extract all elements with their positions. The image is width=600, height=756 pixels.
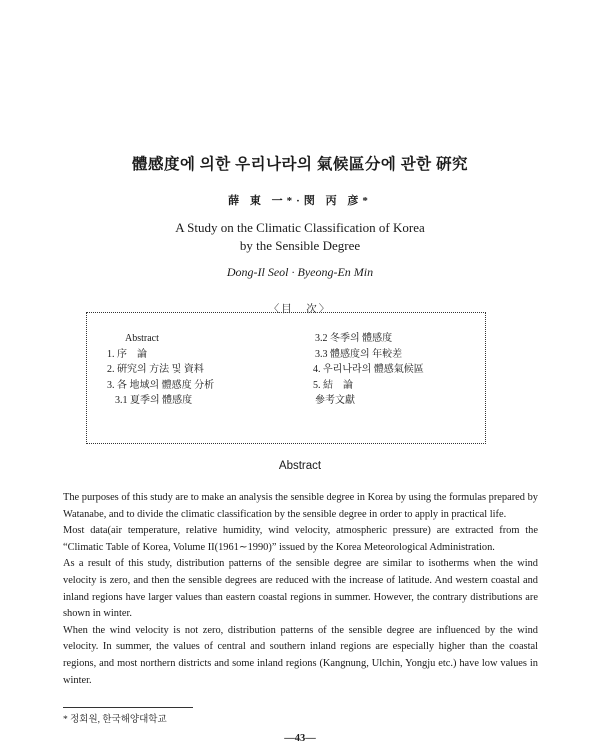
abstract-paragraph: When the wind velocity is not zero, distribution patterns of the sensible degree are influenced by the wind velocity. In summer, the values of central and southern inland regions are especially higher than the coastal regions, and most northern districts and some inland regions (Kangnung, Ulchin, Yongju etc.) have low values in winter. bbox=[63, 624, 538, 686]
table-of-contents bbox=[86, 312, 486, 444]
page-number: —43— bbox=[284, 733, 316, 744]
footnote-divider bbox=[63, 707, 193, 708]
abstract-paragraph: The purposes of this study are to make an analysis the sensible degree in Korea by using the formulas prepared by Watanabe, and to divide the climatic classification by the sensible degree in order to apply in practical life. bbox=[63, 492, 538, 520]
korean-title: 體感度에 의한 우리나라의 氣候區分에 관한 硏究 bbox=[131, 156, 469, 173]
footnote: * 정회원, 한국해양대학교 bbox=[63, 715, 167, 725]
english-title bbox=[0, 219, 600, 255]
toc-right-column bbox=[313, 331, 424, 409]
toc-item: 參考文獻 bbox=[315, 395, 355, 406]
english-authors: Dong-Il Seol · Byeong-En Min bbox=[226, 265, 374, 279]
abstract-heading: Abstract bbox=[278, 460, 322, 472]
toc-item: 3.2 冬季의 體感度 bbox=[315, 333, 393, 344]
toc-item: 4. 우리나라의 體感氣候區 bbox=[313, 364, 424, 375]
toc-item: 3.3 體感度의 年較差 bbox=[315, 348, 403, 360]
english-title-line-2: by the Sensible Degree bbox=[239, 238, 361, 253]
abstract-body bbox=[63, 490, 538, 689]
english-title-line-1: A Study on the Climatic Classification of Korea bbox=[175, 220, 425, 235]
toc-item: 5. 結 論 bbox=[313, 379, 353, 391]
toc-left-column bbox=[98, 331, 214, 409]
toc-item: 1. 序 論 bbox=[107, 348, 147, 360]
korean-authors: 薛 東 一*·閔 丙 彦* bbox=[228, 195, 372, 207]
abstract-paragraph: As a result of this study, distribution patterns of the sensible degree are similar to isotherms when the wind velocity is zero, and then the sensible degrees are reduced with the increase of latitude. And western coastal and inland regions have larger values than eastern coastal regions in summer. However, the contrary distributions are shown in winter. bbox=[63, 558, 538, 620]
toc-item: 3. 各 地域의 體感度 分析 bbox=[107, 379, 215, 391]
abstract-paragraph: Most data(air temperature, relative humidity, wind velocity, atmospheric pressure) are extracted from the “Climatic Table of Korea, Volume II(1961∼1990)” issued by the Korea Meteorological Administration. bbox=[63, 525, 538, 553]
toc-item: Abstract bbox=[125, 333, 159, 344]
toc-item: 2. 硏究의 方法 및 資料 bbox=[107, 364, 204, 375]
toc-heading: 〈目 次〉 bbox=[268, 304, 332, 315]
toc-item: 3.1 夏季의 體感度 bbox=[115, 395, 193, 406]
